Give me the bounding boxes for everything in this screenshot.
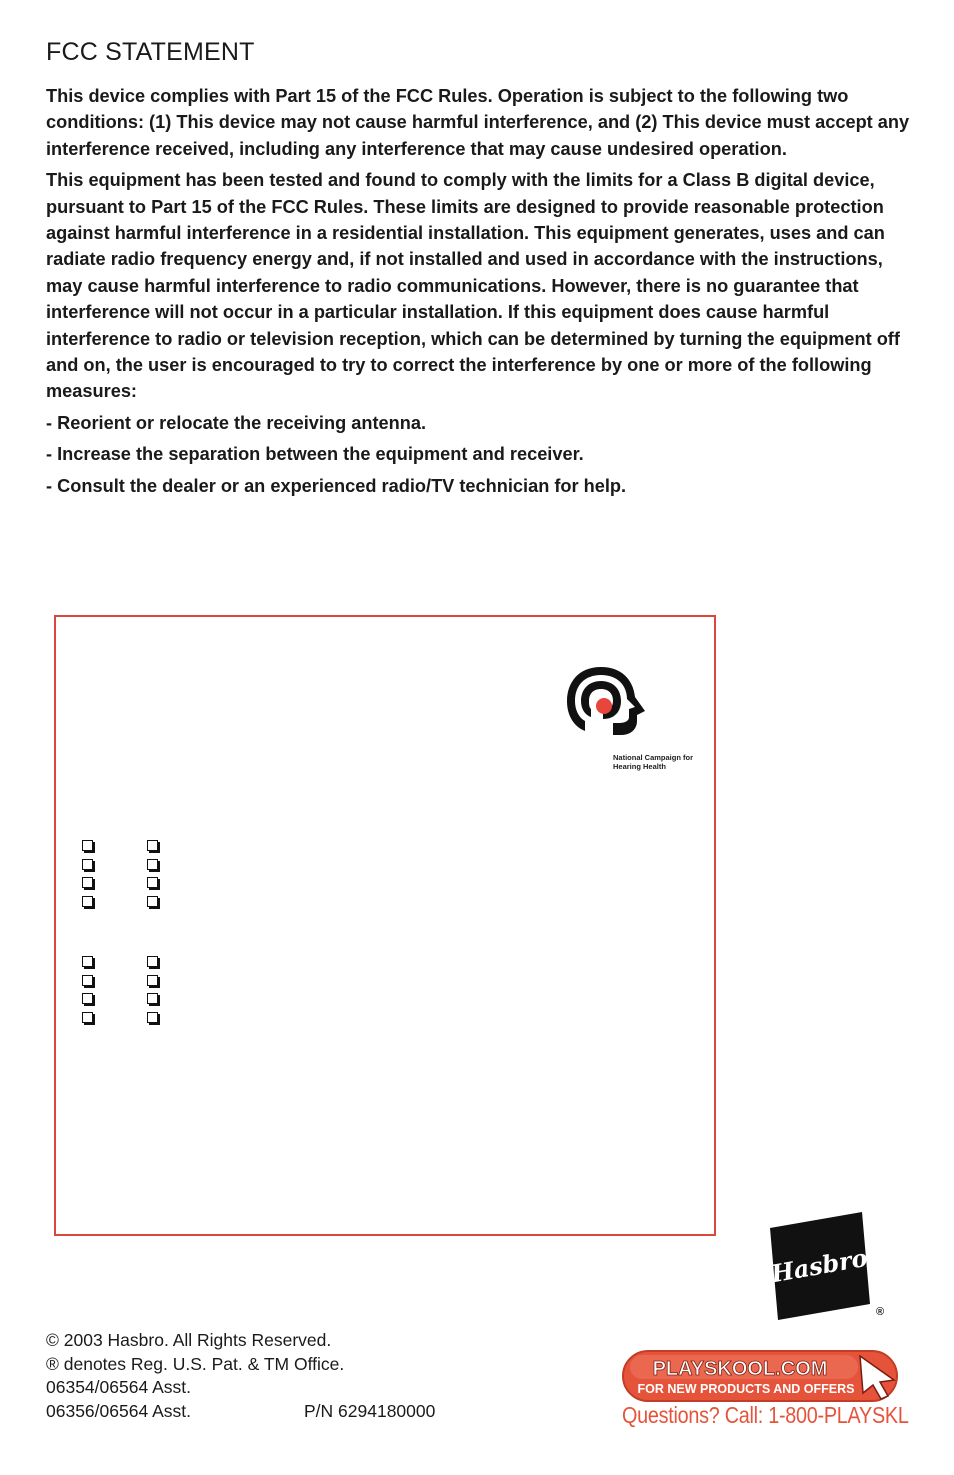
checkbox[interactable] [82,1012,93,1023]
registered-mark: ® [876,1306,885,1318]
checkbox[interactable] [82,993,93,1004]
checkbox[interactable] [82,840,93,851]
checkbox[interactable] [147,975,158,986]
checkbox[interactable] [147,1012,158,1023]
checkbox[interactable] [82,877,93,888]
paragraph-compliance: This device complies with Part 15 of the FCC Rules. Operation is subject to the following two conditions: (1) This device may not cause harmful interference, and (2) This device must accept any interference received, including any interference that may cause undesired operation. [46,86,910,159]
hearing-health-logo [563,659,663,749]
checkbox[interactable] [147,840,158,851]
playskool-web-badge[interactable] [622,1350,900,1404]
paragraph-class-b: This equipment has been tested and found to comply with the limits for a Class B digital device, pursuant to Part 15 of the FCC Rules. These limits are designed to provide reasonable protection against harmful interference in a residential installation. This equipment generates, uses and can radiate radio frequency energy and, if not installed and used in accordance with the instructions, may cause harmful interference to radio communications. However, there is no guarantee that interference will not occur in a particular installation. If this equipment does cause harmful interference to radio or television reception, which can be determined by turning the equipment off and on, the user is encouraged to try to correct the interference by one or more of the following measures: [46,170,900,402]
fcc-statement-body [46,83,916,504]
checkbox[interactable] [147,877,158,888]
caption-line-1: National Campaign for [613,753,694,762]
playskool-tagline: FOR NEW PRODUCTS AND OFFERS [637,1382,855,1396]
hearing-health-caption [613,753,723,771]
checkbox[interactable] [82,896,93,907]
measure-reorient: - Reorient or relocate the receiving antenna. [46,412,427,433]
checkbox[interactable] [147,896,158,907]
checkbox[interactable] [147,956,158,967]
hasbro-logo [766,1210,874,1322]
red-bordered-panel [54,615,716,1236]
caption-line-2: Hearing Health [613,762,666,771]
checkbox[interactable] [147,993,158,1004]
assortment-2: 06356/06564 Asst. [46,1400,191,1421]
assortment-1: 06354/06564 Asst. [46,1377,191,1398]
checkbox[interactable] [82,975,93,986]
part-number: P/N 6294180000 [304,1400,436,1421]
customer-service-phone: Questions? Call: 1-800-PLAYSKL [622,1402,909,1428]
page-title: FCC STATEMENT [46,38,255,66]
hasbro-logo-text: Hasbro [768,1242,870,1289]
checkbox[interactable] [82,859,93,870]
measure-separation: - Increase the separation between the equipment and receiver. [46,444,584,465]
copyright-text: © 2003 Hasbro. All Rights Reserved. [46,1330,332,1350]
playskool-url: PLAYSKOOL.COM [652,1358,828,1380]
checkbox[interactable] [82,956,93,967]
checkbox[interactable] [147,859,158,870]
footer-info [46,1329,436,1423]
measure-consult: - Consult the dealer or an experienced radio/TV technician for help. [46,475,627,496]
assortment-2-row [46,1400,436,1424]
registered-text: ® denotes Reg. U.S. Pat. & TM Office. [46,1353,345,1374]
